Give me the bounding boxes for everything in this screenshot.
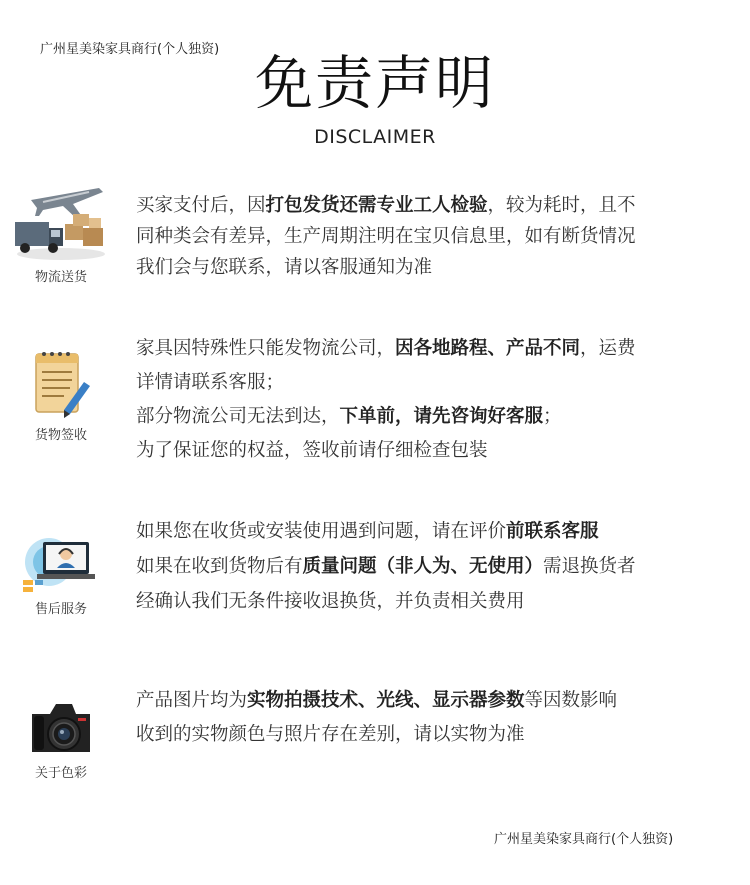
text-run: ，运费 xyxy=(580,338,636,359)
text-run: 如果在收到货物后有 xyxy=(136,556,303,577)
icon-label-colors: 关于色彩 xyxy=(34,766,87,781)
text-line xyxy=(136,434,736,468)
emphasis-text: 下单前，请先咨询好客服 xyxy=(339,406,544,427)
customer-service-headset-icon xyxy=(19,532,103,594)
icon-label-after-sales: 售后服务 xyxy=(34,602,87,617)
emphasis-text: 打包发货还需专业工人检验 xyxy=(265,195,488,216)
text-line xyxy=(136,514,736,549)
text-run: 产品图片均为 xyxy=(136,690,248,711)
section-text xyxy=(136,332,736,468)
emphasis-text: 实物拍摄技术、光线、显示器参数 xyxy=(247,690,525,711)
text-run: ，较为耗时，且不 xyxy=(487,195,636,216)
text-line xyxy=(136,366,736,400)
text-line xyxy=(136,684,736,718)
text-line xyxy=(136,584,736,619)
text-run: 需退换货者 xyxy=(543,556,636,577)
emphasis-text: 质量问题（非人为、无使用） xyxy=(302,556,544,577)
text-run: 经确认我们无条件接收退换货，并负责相关费用 xyxy=(136,591,525,612)
airplane-truck-boxes-icon xyxy=(13,184,109,262)
text-run: 买家支付后，因 xyxy=(136,195,266,216)
text-run: 为了保证您的权益，签收前请仔细检查包装 xyxy=(136,440,488,461)
text-line xyxy=(136,718,736,752)
page-title: 免责声明 xyxy=(254,49,495,117)
section-text xyxy=(136,684,736,752)
text-line xyxy=(136,190,736,221)
text-line xyxy=(136,400,736,434)
text-run: ； xyxy=(543,406,562,427)
text-run: 收到的实物颜色与照片存在差别，请以实物为准 xyxy=(136,724,525,745)
text-run: 同种类会有差异，生产周期注明在宝贝信息里，如有断货情况 xyxy=(136,226,636,247)
page-subtitle: DISCLAIMER xyxy=(314,126,436,148)
camera-icon xyxy=(26,696,96,758)
text-run: 详情请联系客服； xyxy=(136,372,285,393)
shop-name-bottom: 广州星美染家具商行(个人独资) xyxy=(494,832,674,847)
text-line xyxy=(136,252,736,283)
emphasis-text: 前联系客服 xyxy=(506,521,599,542)
text-run: 家具因特殊性只能发物流公司， xyxy=(136,338,396,359)
text-run: 等因数影响 xyxy=(524,690,618,711)
text-run: 如果您在收货或安装使用遇到问题，请在评价 xyxy=(136,521,507,542)
text-run: 我们会与您联系，请以客服通知为准 xyxy=(136,257,433,278)
text-line xyxy=(136,549,736,584)
section-text xyxy=(136,514,736,619)
section-text xyxy=(136,190,736,283)
text-line xyxy=(136,332,736,366)
text-run: 部分物流公司无法到达， xyxy=(136,406,340,427)
emphasis-text: 因各地路程、产品不同 xyxy=(395,338,581,359)
icon-label-logistics: 物流送货 xyxy=(34,270,87,285)
shop-name-top: 广州星美染家具商行(个人独资) xyxy=(40,42,220,57)
icon-label-signing: 货物签收 xyxy=(34,428,87,443)
text-line xyxy=(136,221,736,252)
notepad-pencil-icon xyxy=(26,348,96,420)
